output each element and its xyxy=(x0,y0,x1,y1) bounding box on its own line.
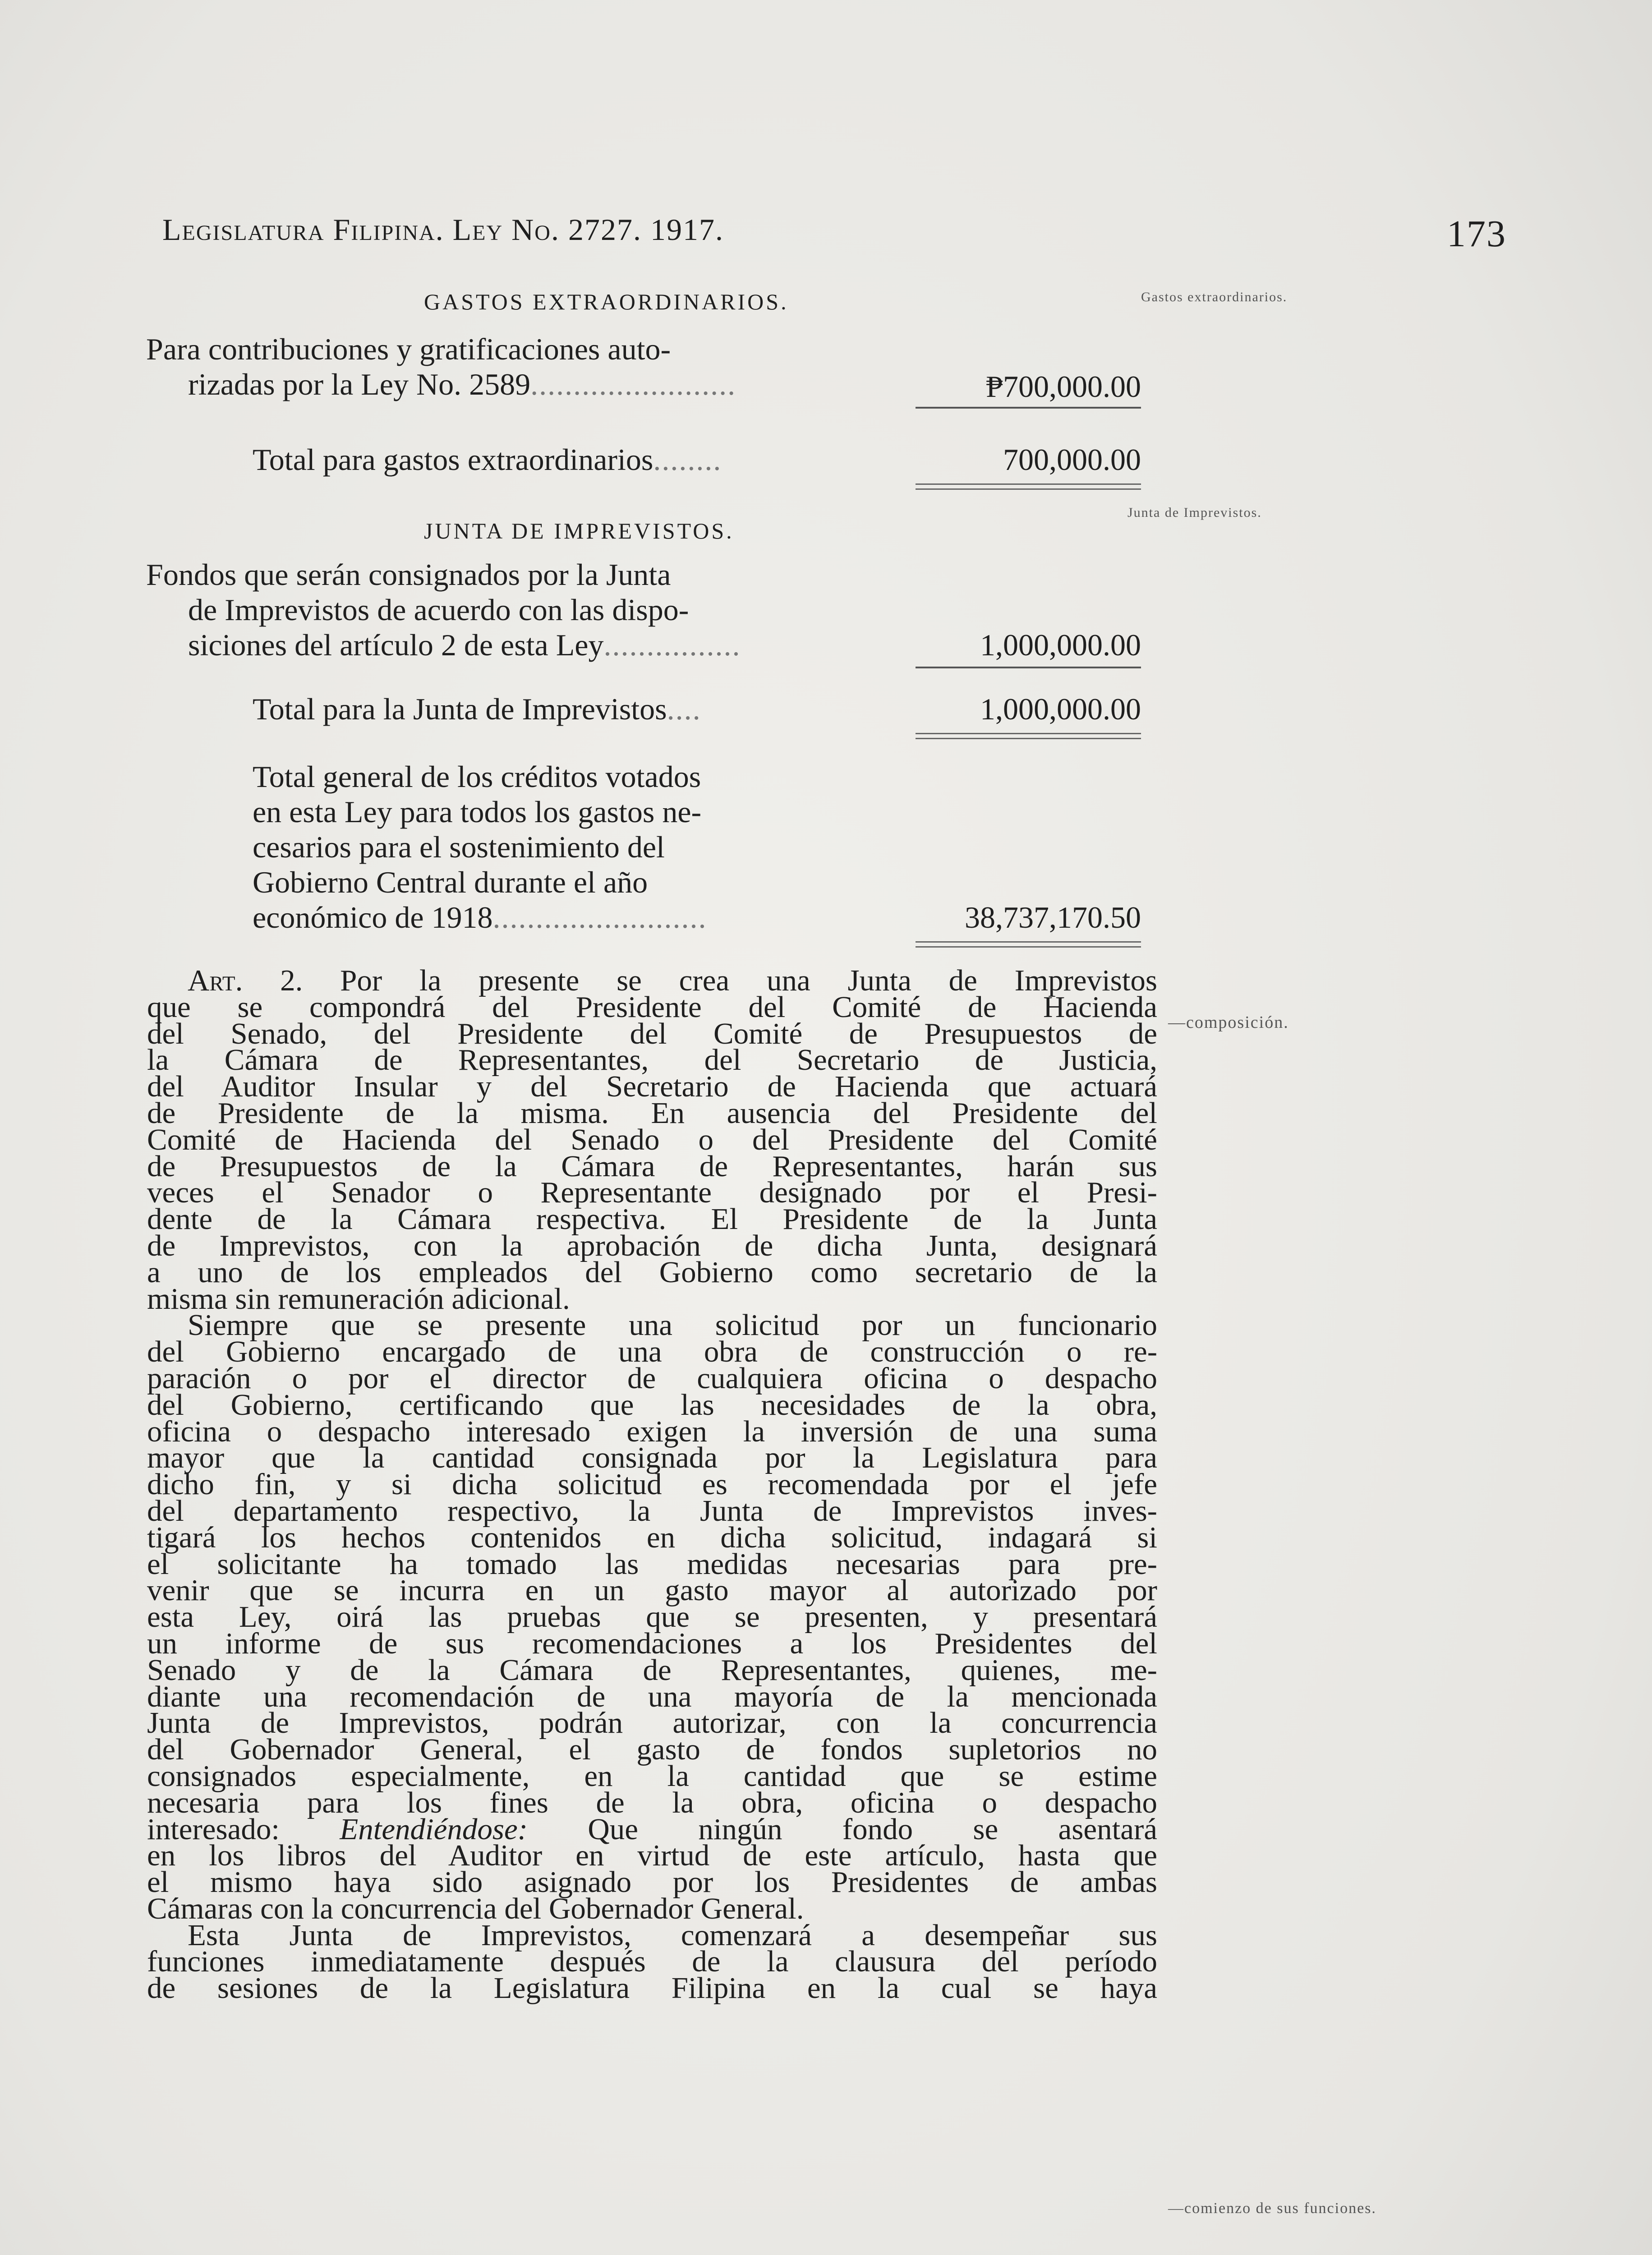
leader-dots: .... xyxy=(667,692,701,726)
junta-item-line: Fondos que serán consignados por la Junta xyxy=(146,557,671,592)
general-total-line: Gobierno Central durante el año xyxy=(253,865,648,899)
text-line: tigará los hechos contenidos en dicha solicitud, indagará si xyxy=(147,1520,1157,1554)
text-line: Cámaras con la concurrencia del Gobernador General. xyxy=(147,1891,804,1925)
text-line: veces el Senador o Representante designado por el Presi- xyxy=(147,1176,1157,1210)
text-line: la Cámara de Representantes, del Secretario de Justicia, xyxy=(147,1043,1157,1077)
text-line: Por la presente se crea una Junta de Imprevistos xyxy=(340,964,1157,997)
text-line: venir que se incurra en un gasto mayor al autorizado por xyxy=(147,1574,1157,1607)
page-number: 173 xyxy=(1447,213,1506,255)
general-total-line: cesarios para el sostenimiento del xyxy=(253,830,665,864)
gastos-item xyxy=(146,331,922,402)
junta-item-line: de Imprevistos de acuerdo con las dispo- xyxy=(188,593,689,627)
text-line: del Gobernador General, el gasto de fondos supletorios no xyxy=(147,1733,1157,1767)
text-line: de Presidente de la misma. En ausencia del Presidente del xyxy=(147,1096,1157,1130)
gastos-item-amount: ₱700,000.00 xyxy=(986,369,1141,404)
margin-note-composicion: —composición. xyxy=(1168,1013,1289,1032)
text-line: diante una recomendación de una mayoría de la mencionada xyxy=(147,1680,1157,1713)
text-line: del Gobierno, certificando que las necesidades de la obra, xyxy=(147,1388,1157,1422)
text-line: el mismo haya sido asignado por los Presidentes de ambas xyxy=(147,1865,1157,1899)
gastos-total xyxy=(253,442,929,477)
margin-note-gastos: Gastos extraordinarios. xyxy=(1141,290,1288,304)
double-rule xyxy=(916,733,1141,739)
gastos-item-line: Para contribuciones y gratificaciones auto- xyxy=(146,332,671,366)
rule xyxy=(916,407,1141,409)
text-line: Comité de Hacienda del Senado o del Presidente del Comité xyxy=(147,1123,1157,1156)
leader-dots: ........................ xyxy=(530,367,736,401)
junta-total xyxy=(253,691,929,727)
general-total-amount: 38,737,170.50 xyxy=(965,900,1141,934)
gastos-total-label: Total para gastos extraordinarios xyxy=(253,442,653,477)
article-body xyxy=(147,964,1157,2005)
general-total-line: en esta Ley para todos los gastos ne- xyxy=(253,795,702,829)
text-line: en los libros del Auditor en virtud de este artículo, hasta que xyxy=(147,1839,1157,1873)
text-line: de Imprevistos, con la aprobación de dicha Junta, designará xyxy=(147,1229,1157,1262)
text-line: Senado y de la Cámara de Representantes, quienes, me- xyxy=(147,1653,1157,1687)
text-line: funciones inmediatamente después de la clausura del período xyxy=(147,1945,1157,1979)
rule xyxy=(916,667,1141,668)
text-line: dicho fin, y si dicha solicitud es recomendada por el jefe xyxy=(147,1468,1157,1501)
margin-note-comienzo: —comienzo de sus funciones. xyxy=(1168,2200,1376,2217)
junta-total-label: Total para la Junta de Imprevistos xyxy=(253,692,667,726)
gastos-item-line: rizadas por la Ley No. 2589 xyxy=(188,367,531,401)
text-line: a uno de los empleados del Gobierno como secretario de la xyxy=(147,1255,1157,1289)
text-line: el solicitante ha tomado las medidas necesarias para pre- xyxy=(147,1547,1157,1581)
margin-note-junta: Junta de Imprevistos. xyxy=(1127,505,1262,520)
text-line: esta Ley, oirá las pruebas que se presenten, y presentará xyxy=(147,1600,1157,1634)
text-line: dente de la Cámara respectiva. El Presidente de la Junta xyxy=(147,1202,1157,1236)
section-title-junta: JUNTA DE IMPREVISTOS. xyxy=(424,518,734,543)
general-total-line: económico de 1918 xyxy=(253,900,493,934)
leader-dots: ........ xyxy=(653,442,722,477)
text-line: un informe de sus recomendaciones a los Presidentes del xyxy=(147,1626,1157,1660)
page-header xyxy=(162,212,1506,262)
text-line: necesaria para los fines de la obra, oficina o despacho xyxy=(147,1786,1157,1819)
text-line: de Presupuestos de la Cámara de Representantes, harán sus xyxy=(147,1149,1157,1183)
general-total xyxy=(253,759,902,935)
text-line: misma sin remuneración adicional. xyxy=(147,1282,570,1316)
general-total-line: Total general de los créditos votados xyxy=(253,759,701,794)
text-line: que se compondrá del Presidente del Comité de Hacienda xyxy=(147,990,1157,1024)
text-line: Que ningún fondo se asentará xyxy=(588,1812,1157,1846)
text-line: Siempre que se presente una solicitud por un funcionario xyxy=(188,1308,1157,1342)
text-line: del departamento respectivo, la Junta de Imprevistos inves- xyxy=(147,1494,1157,1528)
double-rule xyxy=(916,483,1141,490)
text-line: de sesiones de la Legislatura Filipina en la cual se haya xyxy=(147,1971,1157,2005)
leader-dots: ......................... xyxy=(492,900,707,934)
junta-item-amount: 1,000,000.00 xyxy=(980,628,1141,662)
junta-total-amount: 1,000,000.00 xyxy=(980,692,1141,726)
text-line: Esta Junta de Imprevistos, comenzará a desempeñar sus xyxy=(188,1918,1157,1952)
text-line: mayor que la cantidad consignada por la Legislatura para xyxy=(147,1441,1157,1475)
italic-word: Entendiéndose: xyxy=(340,1812,528,1846)
gastos-total-amount: 700,000.00 xyxy=(1003,442,1141,477)
running-title: Legislatura Filipina. Ley No. 2727. 1917. xyxy=(162,212,724,247)
section-title-gastos: GASTOS EXTRAORDINARIOS. xyxy=(424,289,789,314)
text-line: paración o por el director de cualquiera oficina o despacho xyxy=(147,1361,1157,1395)
leader-dots: ................ xyxy=(603,628,741,662)
text-line: Junta de Imprevistos, podrán autorizar, con la concurrencia xyxy=(147,1706,1157,1740)
junta-item xyxy=(146,557,922,663)
text-line: oficina o despacho interesado exigen la inversión de una suma xyxy=(147,1414,1157,1448)
double-rule xyxy=(916,941,1141,948)
text-line: del Auditor Insular y del Secretario de Hacienda que actuará xyxy=(147,1070,1157,1104)
text-line: del Gobierno encargado de una obra de construcción o re- xyxy=(147,1335,1157,1369)
text-line: consignados especialmente, en la cantidad que se estime xyxy=(147,1759,1157,1793)
article-label: Art. 2. xyxy=(188,964,303,997)
text-line: del Senado, del Presidente del Comité de Presupuestos de xyxy=(147,1017,1157,1050)
junta-item-line: siciones del artículo 2 de esta Ley xyxy=(188,628,604,662)
text-line: interesado: xyxy=(147,1812,280,1846)
